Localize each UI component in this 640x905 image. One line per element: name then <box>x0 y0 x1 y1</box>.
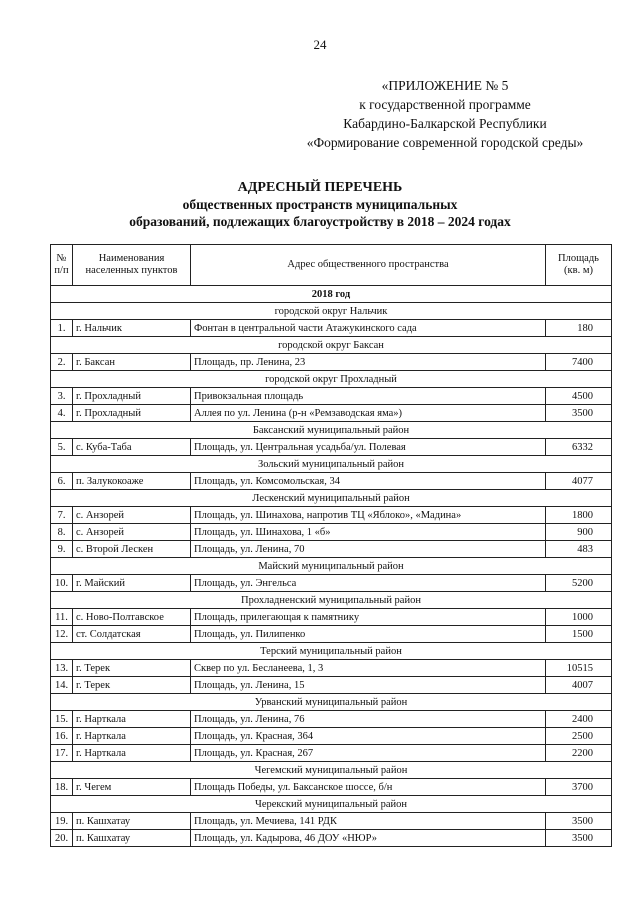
group-label: Зольский муниципальный район <box>51 456 612 473</box>
table-row <box>51 830 612 847</box>
table-row <box>51 388 612 405</box>
row-locality: г. Баксан <box>73 354 191 371</box>
row-area: 6332 <box>546 439 612 456</box>
document-title <box>0 179 640 230</box>
row-area: 3500 <box>546 813 612 830</box>
row-area: 4007 <box>546 677 612 694</box>
annex-line: Кабардино-Балкарской Республики <box>343 116 547 131</box>
row-number: 19. <box>51 813 73 830</box>
row-number: 10. <box>51 575 73 592</box>
row-number: 16. <box>51 728 73 745</box>
row-number: 13. <box>51 660 73 677</box>
row-number: 17. <box>51 745 73 762</box>
row-address: Площадь, ул. Ленина, 15 <box>191 677 546 694</box>
table-row <box>51 813 612 830</box>
row-number: 4. <box>51 405 73 422</box>
row-address: Площадь, прилегающая к памятнику <box>191 609 546 626</box>
table-row <box>51 745 612 762</box>
table-row <box>51 507 612 524</box>
row-locality: г. Прохладный <box>73 388 191 405</box>
address-table <box>50 244 612 847</box>
row-address: Сквер по ул. Бесланеева, 1, 3 <box>191 660 546 677</box>
table-row <box>51 575 612 592</box>
row-area: 3500 <box>546 830 612 847</box>
row-locality: с. Ново-Полтавское <box>73 609 191 626</box>
year-label: 2018 год <box>51 286 612 303</box>
row-number: 5. <box>51 439 73 456</box>
table-row <box>51 524 612 541</box>
table-row <box>51 626 612 643</box>
row-locality: г. Чегем <box>73 779 191 796</box>
row-locality: г. Терек <box>73 660 191 677</box>
row-area: 3700 <box>546 779 612 796</box>
table-row <box>51 779 612 796</box>
group-label: Лескенский муниципальный район <box>51 490 612 507</box>
title-sub: общественных пространств муниципальных <box>182 197 458 212</box>
row-area: 7400 <box>546 354 612 371</box>
row-address: Площадь, ул. Красная, 364 <box>191 728 546 745</box>
row-address: Фонтан в центральной части Атажукинского сада <box>191 320 546 337</box>
year-row <box>51 286 612 303</box>
group-row <box>51 303 612 320</box>
row-locality: с. Второй Лескен <box>73 541 191 558</box>
group-row <box>51 371 612 388</box>
group-row <box>51 762 612 779</box>
row-locality: ст. Солдатская <box>73 626 191 643</box>
group-row <box>51 558 612 575</box>
row-number: 15. <box>51 711 73 728</box>
row-number: 11. <box>51 609 73 626</box>
row-locality: г. Нальчик <box>73 320 191 337</box>
group-label: городской округ Баксан <box>51 337 612 354</box>
group-row <box>51 337 612 354</box>
row-locality: с. Анзорей <box>73 507 191 524</box>
row-number: 2. <box>51 354 73 371</box>
table-row <box>51 405 612 422</box>
row-area: 1000 <box>546 609 612 626</box>
row-number: 7. <box>51 507 73 524</box>
group-label: городской округ Нальчик <box>51 303 612 320</box>
group-label: Майский муниципальный район <box>51 558 612 575</box>
row-area: 2500 <box>546 728 612 745</box>
table-row <box>51 320 612 337</box>
title-main: АДРЕСНЫЙ ПЕРЕЧЕНЬ <box>237 180 403 195</box>
row-area: 4077 <box>546 473 612 490</box>
row-address: Площадь, ул. Пилипенко <box>191 626 546 643</box>
group-label: Урванский муниципальный район <box>51 694 612 711</box>
group-row <box>51 796 612 813</box>
row-area: 2400 <box>546 711 612 728</box>
row-address: Аллея по ул. Ленина (р-н «Ремзаводская яма») <box>191 405 546 422</box>
annex-line: «Формирование современной городской среды» <box>306 135 584 150</box>
row-number: 8. <box>51 524 73 541</box>
row-area: 483 <box>546 541 612 558</box>
annex-line: к государственной программе <box>359 97 531 112</box>
group-row <box>51 456 612 473</box>
table-header-row <box>51 245 612 286</box>
table-row <box>51 728 612 745</box>
row-locality: п. Кашхатау <box>73 813 191 830</box>
row-address: Площадь, ул. Шинахова, 1 «б» <box>191 524 546 541</box>
header-locality: Наименования населенных пунктов <box>73 245 191 286</box>
row-address: Площадь Победы, ул. Баксанское шоссе, б/н <box>191 779 546 796</box>
row-area: 10515 <box>546 660 612 677</box>
row-address: Площадь, ул. Кадырова, 46 ДОУ «НЮР» <box>191 830 546 847</box>
table-row <box>51 541 612 558</box>
group-row <box>51 592 612 609</box>
table-row <box>51 354 612 371</box>
group-label: городской округ Прохладный <box>51 371 612 388</box>
title-sub: образований, подлежащих благоустройству в 2018 – 2024 годах <box>129 214 511 229</box>
row-area: 5200 <box>546 575 612 592</box>
row-address: Площадь, ул. Шинахова, напротив ТЦ «Яблоко», «Мадина» <box>191 507 546 524</box>
row-address: Площадь, ул. Ленина, 70 <box>191 541 546 558</box>
group-row <box>51 422 612 439</box>
table-row <box>51 660 612 677</box>
row-area: 900 <box>546 524 612 541</box>
row-address: Площадь, пр. Ленина, 23 <box>191 354 546 371</box>
row-number: 12. <box>51 626 73 643</box>
row-address: Площадь, ул. Энгельса <box>191 575 546 592</box>
table-row <box>51 439 612 456</box>
group-label: Прохладненский муниципальный район <box>51 592 612 609</box>
page-number: 24 <box>313 37 327 52</box>
row-address: Площадь, ул. Центральная усадьба/ул. Полевая <box>191 439 546 456</box>
annex-title: «ПРИЛОЖЕНИЕ № 5 <box>381 78 509 93</box>
row-address: Площадь, ул. Комсомольская, 34 <box>191 473 546 490</box>
row-number: 18. <box>51 779 73 796</box>
row-number: 20. <box>51 830 73 847</box>
row-area: 3500 <box>546 405 612 422</box>
row-locality: п. Залукокоаже <box>73 473 191 490</box>
row-locality: п. Кашхатау <box>73 830 191 847</box>
row-number: 9. <box>51 541 73 558</box>
row-number: 3. <box>51 388 73 405</box>
group-label: Черекский муниципальный район <box>51 796 612 813</box>
row-locality: с. Куба-Таба <box>73 439 191 456</box>
row-area: 180 <box>546 320 612 337</box>
row-address: Площадь, ул. Красная, 267 <box>191 745 546 762</box>
row-address: Площадь, ул. Ленина, 76 <box>191 711 546 728</box>
row-locality: г. Терек <box>73 677 191 694</box>
header-area: Площадь (кв. м) <box>546 245 612 286</box>
row-locality: г. Майский <box>73 575 191 592</box>
table-row <box>51 711 612 728</box>
group-label: Чегемский муниципальный район <box>51 762 612 779</box>
row-address: Площадь, ул. Мечиева, 141 РДК <box>191 813 546 830</box>
row-locality: г. Нарткала <box>73 728 191 745</box>
table-row <box>51 473 612 490</box>
header-number: № п/п <box>51 245 73 286</box>
group-label: Терский муниципальный район <box>51 643 612 660</box>
row-locality: г. Нарткала <box>73 711 191 728</box>
row-number: 1. <box>51 320 73 337</box>
group-row <box>51 694 612 711</box>
table-row <box>51 609 612 626</box>
row-number: 14. <box>51 677 73 694</box>
table-row <box>51 677 612 694</box>
annex-header <box>280 76 610 152</box>
row-area: 1500 <box>546 626 612 643</box>
group-row <box>51 643 612 660</box>
group-label: Баксанский муниципальный район <box>51 422 612 439</box>
row-locality: г. Прохладный <box>73 405 191 422</box>
header-address: Адрес общественного пространства <box>191 245 546 286</box>
row-area: 1800 <box>546 507 612 524</box>
row-area: 4500 <box>546 388 612 405</box>
row-address: Привокзальная площадь <box>191 388 546 405</box>
row-locality: г. Нарткала <box>73 745 191 762</box>
row-number: 6. <box>51 473 73 490</box>
row-locality: с. Анзорей <box>73 524 191 541</box>
group-row <box>51 490 612 507</box>
row-area: 2200 <box>546 745 612 762</box>
